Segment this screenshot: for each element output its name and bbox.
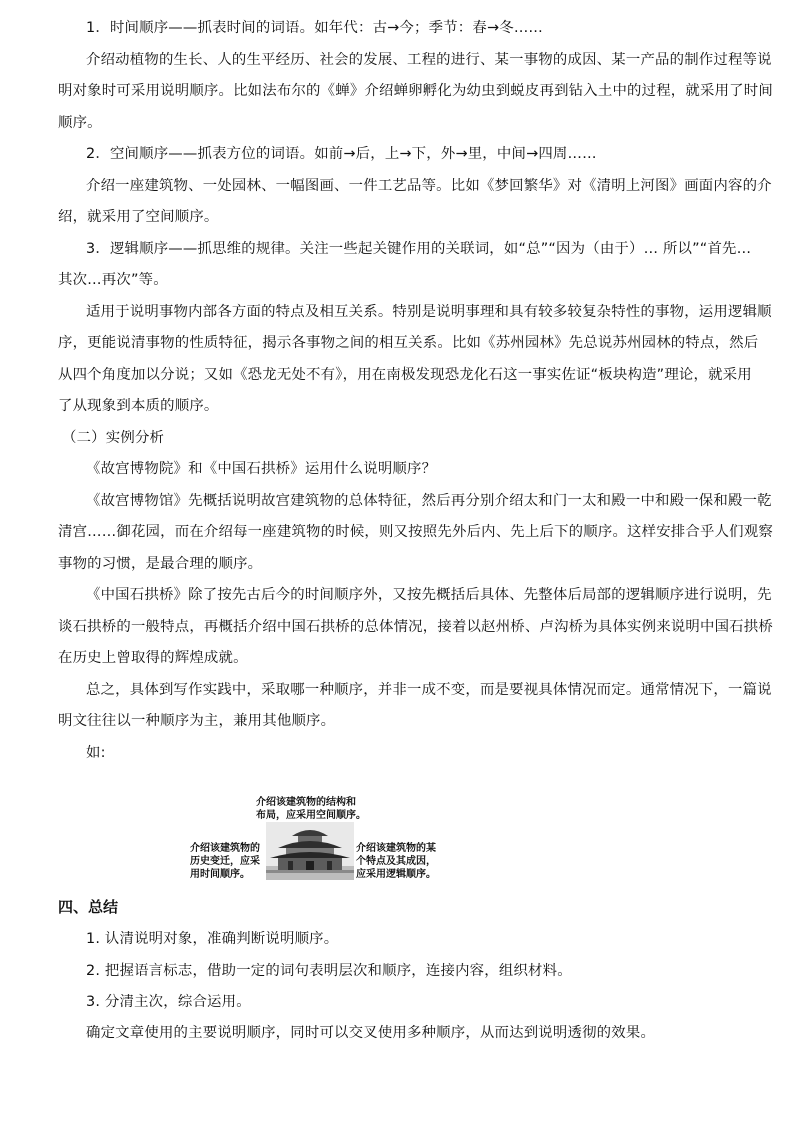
paragraph-line: 从四个角度加以分说；又如《恐龙无处不有》，用在南极发现恐龙化石这一事实佐证“板块构造”理论，就采用 (58, 367, 752, 383)
question-line: 《故宫博物院》和《中国石拱桥》运用什么说明顺序？ (86, 461, 437, 477)
left-caption-line: 介绍该建筑物的 (190, 843, 260, 854)
paragraph-line: 明对象时可采用说明顺序。比如法布尔的《蝉》介绍蝉卵孵化为幼虫到蜕皮再到钻入土中的过程，就采用了时间 (58, 83, 773, 99)
paragraph-line: 事物的习惯，是最合理的顺序。 (58, 556, 263, 572)
top-caption-line: 布局，应采用空间顺序。 (256, 810, 366, 821)
summary-item: 2. 把握语言标志，借助一定的词句表明层次和顺序，连接内容，组织材料。 (86, 963, 572, 979)
paragraph-line: 总之，具体到写作实践中，采取哪一种顺序，并非一成不变，而是要视具体情况而定。通常情况下，一篇说 (86, 682, 772, 698)
right-caption-line: 应采用逻辑顺序。 (356, 869, 436, 880)
paragraph-line: 其次…再次”等。 (58, 272, 168, 288)
section-subheading: （二）实例分析 (62, 430, 165, 446)
paragraph-line: 绍，就采用了空间顺序。 (58, 209, 219, 225)
paragraph-line: 《故宫博物馆》先概括说明故宫建筑物的总体特征，然后再分别介绍太和门一太和殿一中和殿一保和殿一乾 (86, 493, 772, 509)
summary-item: 3. 分清主次，综合运用。 (86, 994, 251, 1010)
time-order-title: 1．时间顺序——抓表时间的词语。如年代：古→今；季节：春→冬…… (86, 20, 544, 36)
paragraph-line: 序，更能说清事物的性质特征，揭示各事物之间的相互关系。比如《苏州园林》先总说苏州园林的特点，然后 (58, 335, 759, 351)
paragraph-line: 适用于说明事物内部各方面的特点及相互关系。特别是说明事理和具有较多较复杂特性的事物，运用逻辑顺 (86, 304, 772, 320)
paragraph-line: 在历史上曾取得的辉煌成就。 (58, 650, 248, 666)
paragraph-line: 介绍动植物的生长、人的生平经历、社会的发展、工程的进行、某一事物的成因、某一产品的制作过程等说 (86, 52, 772, 68)
building-figure (190, 796, 460, 886)
paragraph-line: 顺序。 (58, 115, 102, 131)
pavilion-image (266, 822, 354, 880)
left-caption-line: 历史变迁，应采 (190, 856, 260, 867)
left-caption-line: 用时间顺序。 (190, 869, 250, 880)
paragraph-line: 谈石拱桥的一般特点，再概括介绍中国石拱桥的总体情况，接着以赵州桥、卢沟桥为具体实例来说明中国石拱桥 (58, 619, 773, 635)
right-caption-line: 个特点及其成因， (356, 856, 436, 867)
paragraph-line: 介绍一座建筑物、一处园林、一幅图画、一件工艺品等。比如《梦回繁华》对《清明上河图》画面内容的介 (86, 178, 772, 194)
space-order-title: 2．空间顺序——抓表方位的词语。如前→后，上→下，外→里，中间→四周…… (86, 146, 597, 162)
paragraph-line: 清宫……御花园，而在介绍每一座建筑物的时候，则又按照先外后内、先上后下的顺序。这样安排合乎人们观察 (58, 524, 773, 540)
paragraph-line: 《中国石拱桥》除了按先古后今的时间顺序外，又按先概括后具体、先整体后局部的逻辑顺序进行说明，先 (86, 587, 772, 603)
summary-heading: 四、总结 (58, 898, 119, 916)
top-caption-line: 介绍该建筑物的结构和 (256, 797, 356, 808)
right-caption-line: 介绍该建筑物的某 (356, 843, 436, 854)
paragraph-line: 明文往往以一种顺序为主，兼用其他顺序。 (58, 713, 336, 729)
example-label: 如: (86, 745, 106, 761)
paragraph-line: 了从现象到本质的顺序。 (58, 398, 219, 414)
logic-order-title: 3．逻辑顺序——抓思维的规律。关注一些起关键作用的关联词，如“总”“因为（由于）… 所以”“首先… (86, 241, 752, 257)
summary-item: 1. 认清说明对象，准确判断说明顺序。 (86, 931, 339, 947)
summary-conclusion: 确定文章使用的主要说明顺序，同时可以交叉使用多种顺序，从而达到说明透彻的效果。 (86, 1025, 656, 1041)
